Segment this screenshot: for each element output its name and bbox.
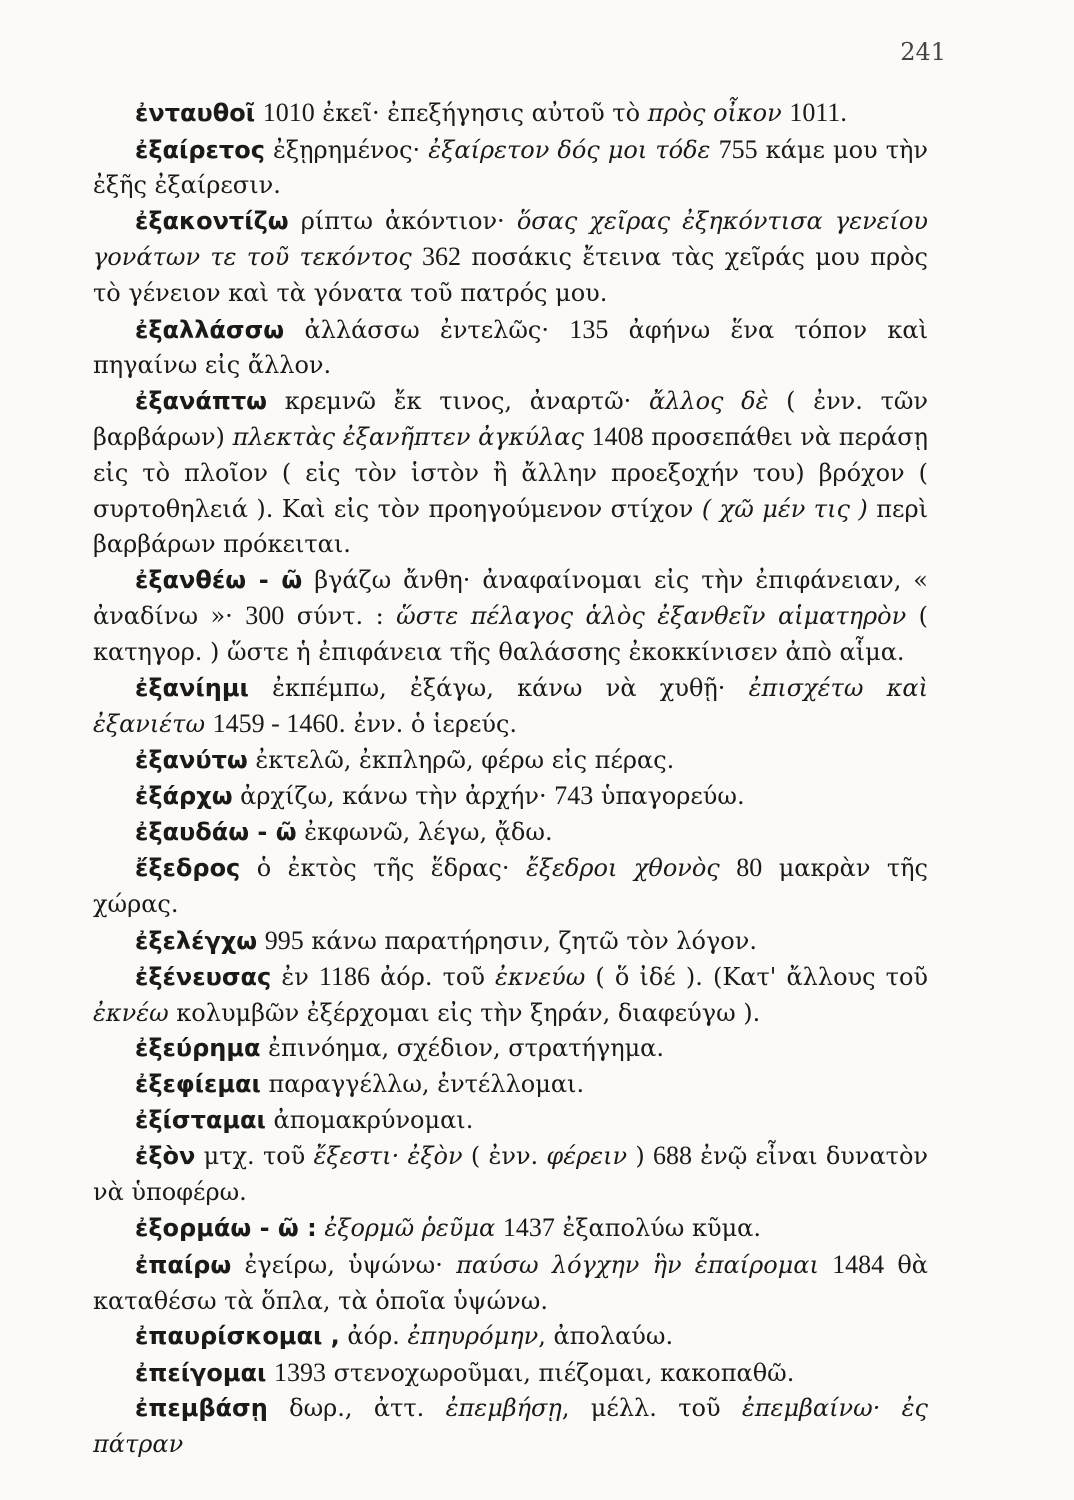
entry-definition-text: ἐπινόημα, σχέδιον, στρατήγημα.: [260, 1034, 665, 1063]
entry-definition-text: μακρὰν τῆς χώρας.: [93, 854, 928, 919]
entry-line-reference: 1393: [274, 1357, 327, 1387]
entry-headword: ἐξάρχω: [135, 782, 233, 811]
entry-definition-text: μτχ. τοῦ: [195, 1142, 314, 1171]
dictionary-entry: [93, 1103, 928, 1139]
entry-definition-text: [266, 1359, 274, 1387]
entry-definition-text: [720, 854, 736, 882]
entry-line-reference: 688: [652, 1141, 692, 1171]
entry-line-reference: 995: [264, 925, 304, 955]
entry-line-reference: 1010: [262, 98, 315, 127]
entry-headword: ἐξανάπτω: [135, 386, 268, 415]
entry-definition-text: ( ὅ ἰδέ ). (Κατ' ἄλλους τοῦ: [585, 963, 928, 992]
entry-line-reference: 80: [736, 853, 763, 883]
entry-definition-text: ὁ ἐκτὸς τῆς ἕδρας·: [240, 854, 526, 883]
entry-headword: ἐξορμάω - ῶ :: [135, 1214, 317, 1243]
entry-headword: ἐξανίημι: [135, 673, 249, 702]
entry-definition-text: ἀόρ. τοῦ: [369, 963, 496, 992]
entry-definition-text: ἀφήνω ἕνα τόπον καὶ πηγαίνω εἰς ἄλλον.: [93, 315, 929, 380]
dictionary-entry: [93, 1319, 928, 1355]
entry-definition-text: κάμε μου τὴν ἐξῆς ἐξαίρεσιν.: [93, 135, 928, 200]
entry-quotation: ἔξεδροι χθονὸς: [525, 854, 720, 883]
entry-definition-text: κρεμνῶ ἔκ τινος, ἀναρτῶ·: [267, 386, 649, 415]
entry-quotation: ἐξαίρετον δός μοι τόδε: [428, 135, 711, 164]
entry-quotation: φέρειν: [546, 1142, 628, 1171]
entry-quotation: ἐκνέω: [93, 998, 169, 1027]
entry-definition-text: ρίπτω ἀκόντιον·: [288, 206, 517, 235]
dictionary-entry: [93, 1391, 928, 1462]
entry-definition-text: περὶ βαρβάρων πρόκειται.: [93, 494, 928, 559]
entry-headword: ἐξεφίεμαι: [135, 1070, 261, 1099]
entry-definition-text: ἀπομακρύνομαι.: [265, 1105, 474, 1134]
entry-list: [93, 95, 928, 1463]
dictionary-entry: [93, 923, 928, 960]
entry-line-reference: 1408: [591, 422, 644, 452]
entry-headword: ἐξὸν: [135, 1142, 196, 1171]
entry-quotation: παύσω λόγχην ἣν ἐπαίρομαι: [456, 1251, 819, 1279]
entry-headword: ἐπαίρω: [135, 1251, 232, 1279]
entry-definition-text: παραγγέλλω, ἐντέλλομαι.: [260, 1070, 585, 1099]
entry-line-reference: 362: [421, 242, 461, 272]
entry-quotation: ἐπηυρόμην: [407, 1322, 539, 1351]
entry-headword: ἔξεδρος: [135, 854, 241, 883]
dictionary-entry: [93, 312, 928, 384]
entry-definition-text: ἐξαπολύω κῦμα.: [554, 1214, 762, 1243]
entry-definition-text: [257, 927, 265, 955]
entry-quotation: ὅσας χεῖρας ἐξηκόντισα γενείου γονάτων τε τοῦ τεκόντος: [93, 206, 928, 272]
entry-definition-text: ( ἐνν.: [462, 1142, 547, 1171]
entry-quotation: ἐκνεύω: [495, 963, 586, 992]
entry-headword: ἐξακοντίζω: [135, 206, 289, 235]
entry-headword: ἐξεύρημα: [135, 1034, 261, 1063]
entry-definition-text: δωρ., ἀττ.: [267, 1394, 446, 1423]
entry-definition-text: [255, 99, 263, 127]
page-number: 241: [900, 38, 946, 66]
entry-definition-text: προσεπάθει νὰ περάσῃ εἰς τὸ πλοῖον ( εἰς τὸν ἱστὸν ἢ ἄλλην προεξοχήν του) βρόχον ( συρτοθηλειά ). Καὶ εἰς τὸν προηγούμενον στίχον: [93, 423, 928, 523]
dictionary-entry: [93, 1031, 928, 1067]
entry-definition-text: ἐκτελῶ, ἐκπληρῶ, φέρω εἰς πέρας.: [247, 745, 675, 774]
entry-headword: ἐξένευσας: [135, 963, 272, 992]
entry-definition-text: ἀλλάσσω ἐντελῶς·: [284, 315, 570, 344]
entry-headword: ἐξαλλάσσω: [135, 315, 285, 344]
dictionary-entry: [93, 1067, 928, 1103]
entry-headword: ἐξαυδάω - ῶ: [135, 817, 297, 846]
entry-definition-text: , ἀπολαύω.: [538, 1322, 674, 1351]
entry-definition-text: θὰ καταθέσω τὰ ὅπλα, τὰ ὁποῖα ὑψώνω.: [93, 1251, 929, 1315]
entry-headword: ἐπαυρίσκομαι ,: [135, 1322, 340, 1351]
entry-quotation: ἐξορμῶ ῥεῦμα: [324, 1214, 496, 1243]
dictionary-entry: [93, 132, 928, 204]
entry-line-reference: 300: [245, 601, 285, 631]
entry-definition-text: ποσάκις ἔτεινα τὰς χεῖράς μου πρὸς τὸ γένειον καὶ τὰ γόνατα τοῦ πατρός μου.: [93, 243, 928, 307]
entry-definition-text: ἐκεῖ· ἐπεξήγησις αὐτοῦ τὸ: [314, 99, 648, 127]
entry-headword: ἐξαίρετος: [135, 135, 265, 164]
entry-definition-text: . ἐνν. ὁ ἱερεύς.: [338, 710, 518, 739]
entry-definition-text: , μέλλ. τοῦ: [561, 1394, 742, 1423]
entry-quotation: ὥστε πέλαγος ἁλὸς ἐξανθεῖν αἱματηρὸν: [396, 602, 907, 631]
entry-definition-text: [710, 136, 718, 164]
entry-headword: ἐνταυθοῖ: [135, 99, 256, 127]
dictionary-entry: [93, 671, 928, 743]
dictionary-entry: [93, 815, 928, 851]
entry-definition-text: ἐνῷ εἶναι δυνατὸν νὰ ὑποφέρω.: [93, 1142, 928, 1206]
entry-definition-text: ὑπαγορεύω.: [593, 782, 745, 811]
entry-definition-text: σύντ. :: [284, 602, 397, 631]
entry-quotation: ἐπισχέτω καὶ ἐξανιέτω: [93, 673, 929, 739]
dictionary-entry: [93, 1355, 928, 1392]
entry-definition-text: ( ἐνν. τῶν βαρβάρων): [93, 386, 929, 452]
entry-line-reference: 755: [718, 134, 758, 164]
entry-line-reference: 1186: [318, 962, 370, 992]
dictionary-entry: [93, 959, 928, 1031]
dictionary-entry: [93, 204, 928, 312]
dictionary-entry: [93, 1210, 928, 1247]
dictionary-entry: [93, 743, 928, 779]
entry-definition-text: ( κατηγορ. ) ὥστε ἡ ἐπιφάνεια τῆς θαλάσσης ἐκοκκίνισεν ἀπὸ αἷμα.: [93, 602, 928, 666]
entry-headword: ἐπεμβάσῃ: [135, 1394, 268, 1423]
entry-line-reference: 1484: [832, 1250, 885, 1279]
entry-headword: ἐξίσταμαι: [135, 1105, 266, 1134]
dictionary-entry: [93, 563, 928, 671]
entry-definition-text: [495, 1214, 503, 1242]
entry-definition-text: ἐγείρω, ὑψώνω·: [231, 1251, 457, 1279]
dictionary-entry: [93, 384, 928, 563]
entry-line-reference: 135: [569, 314, 609, 344]
dictionary-entry: [93, 778, 928, 815]
entry-line-reference: 1459 - 1460: [212, 709, 339, 739]
entry-definition-text: [819, 1251, 832, 1279]
entry-line-reference: 1011.: [789, 98, 847, 127]
entry-quotation: ( χῶ μέν τις ): [701, 494, 868, 523]
entry-definition-text: [412, 243, 422, 271]
entry-line-reference: 743: [554, 781, 594, 811]
entry-definition-text: ἐκφωνῶ, λέγω, ᾄδω.: [296, 817, 553, 846]
entry-definition-text: στενοχωροῦμαι, πιέζομαι, κακοπαθῶ.: [326, 1358, 795, 1387]
entry-headword: ἐπείγομαι: [135, 1358, 267, 1387]
entry-quotation: ἐπεμβαίνω· ἐς πάτραν: [93, 1394, 928, 1458]
entry-definition-text: ἀόρ.: [339, 1322, 408, 1351]
entry-quotation: πλεκτὰς ἐξανῆπτεν ἀγκύλας: [232, 423, 584, 452]
dictionary-entry: [93, 1138, 928, 1210]
entry-headword: ἐξανθέω - ῶ: [135, 565, 303, 594]
entry-headword: ἐξανύτω: [135, 745, 248, 774]
entry-definition-text: ἀρχίζω, κάνω τὴν ἀρχήν·: [232, 782, 555, 811]
entry-definition-text: βγάζω ἄνθη· ἀναφαίνομαι εἰς τὴν ἐπιφάνειαν, « ἀναδίνω »·: [93, 565, 928, 631]
entry-definition-text: ἐξῃρημένος·: [264, 135, 429, 164]
entry-definition-text: [584, 423, 592, 451]
entry-definition-text: [205, 710, 213, 738]
entry-quotation: πρὸς οἶκον: [647, 99, 782, 127]
dictionary-entry: [93, 850, 928, 922]
entry-quotation: ἐπεμβήσῃ: [445, 1394, 562, 1423]
entry-quotation: ἄλλος δὲ: [648, 386, 769, 415]
entry-definition-text: ): [627, 1142, 653, 1171]
entry-definition-text: κάνω παρατήρησιν, ζητῶ τὸν λόγον.: [303, 926, 757, 955]
entry-headword: ἐξελέγχω: [135, 926, 258, 955]
entry-definition-text: ἐν: [271, 963, 319, 992]
dictionary-entry: [93, 1247, 928, 1319]
entry-quotation: ἔξεστι· ἐξὸν: [313, 1142, 463, 1171]
entry-definition-text: ἐκπέμπω, ἐξάγω, κάνω νὰ χυθῇ·: [248, 673, 749, 702]
dictionary-entry: [93, 95, 928, 132]
entry-line-reference: 1437: [502, 1213, 555, 1243]
entry-definition-text: κολυμβῶν ἐξέρχομαι εἰς τὴν ξηράν, διαφεύγω ).: [168, 998, 761, 1027]
